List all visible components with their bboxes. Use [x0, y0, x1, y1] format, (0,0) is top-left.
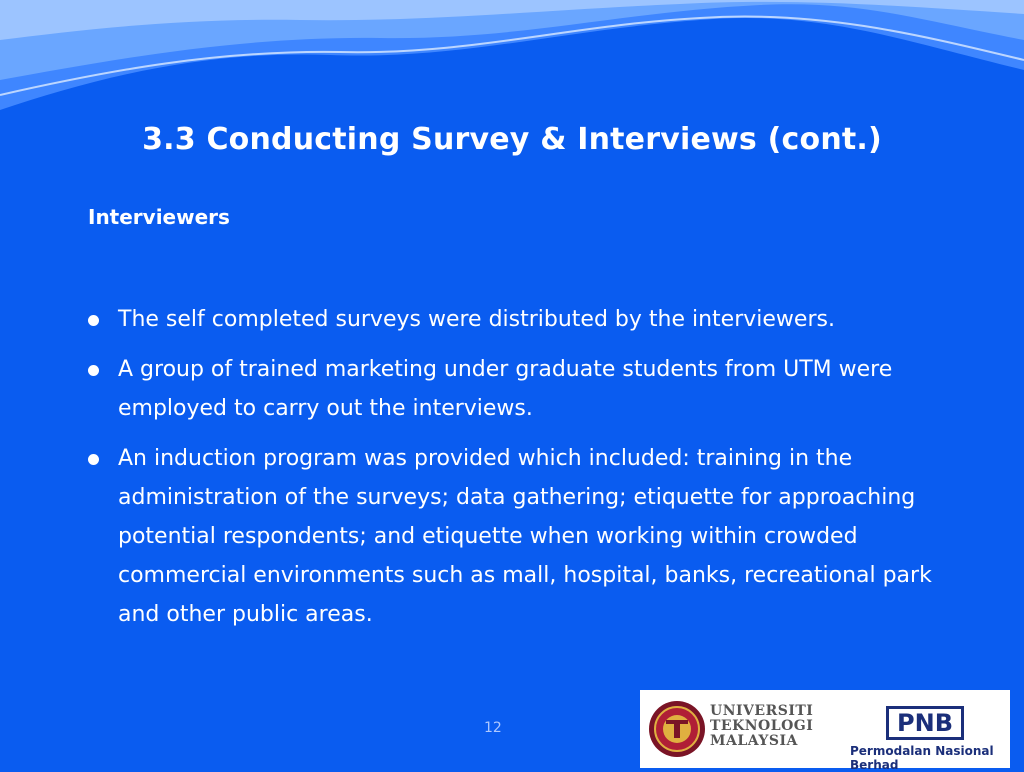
- corner-dot: [1006, 693, 1008, 695]
- bullet-text: The self completed surveys were distributed by the interviewers.: [118, 307, 835, 332]
- page-number: 12: [484, 720, 502, 736]
- bullet-icon: [88, 365, 99, 376]
- bullet-item: [88, 300, 948, 339]
- bullet-item: [88, 439, 948, 634]
- bullet-icon: [88, 454, 99, 465]
- utm-line: UNIVERSITI: [710, 703, 814, 719]
- utm-line: MALAYSIA: [710, 733, 798, 749]
- bullet-text: An induction program was provided which included: training in the administration of the surveys; data gathering; etiquette for approaching potential respondents; and etiquette when working within crowded commercial environments such as mall, hospital, banks, recreational park and other public areas.: [118, 446, 932, 627]
- bullet-text: A group of trained marketing under graduate students from UTM were employed to carry out the interviews.: [118, 357, 893, 421]
- bullet-list: [88, 300, 948, 645]
- utm-logo-text: [710, 704, 813, 749]
- pnb-full-name: Permodalan Nasional Berhad: [850, 744, 994, 772]
- utm-line: TEKNOLOGI: [710, 718, 814, 734]
- bullet-item: [88, 350, 948, 428]
- pnb-logo: [886, 706, 964, 740]
- header-wave-decoration: [0, 0, 1024, 140]
- pnb-logo-text: PNB: [897, 709, 953, 737]
- logo-strip: [640, 690, 1010, 772]
- slide-title: 3.3 Conducting Survey & Interviews (cont.): [142, 122, 882, 157]
- bullet-icon: [88, 315, 99, 326]
- utm-crest-icon: [648, 700, 706, 758]
- slide-subtitle: Interviewers: [88, 205, 230, 229]
